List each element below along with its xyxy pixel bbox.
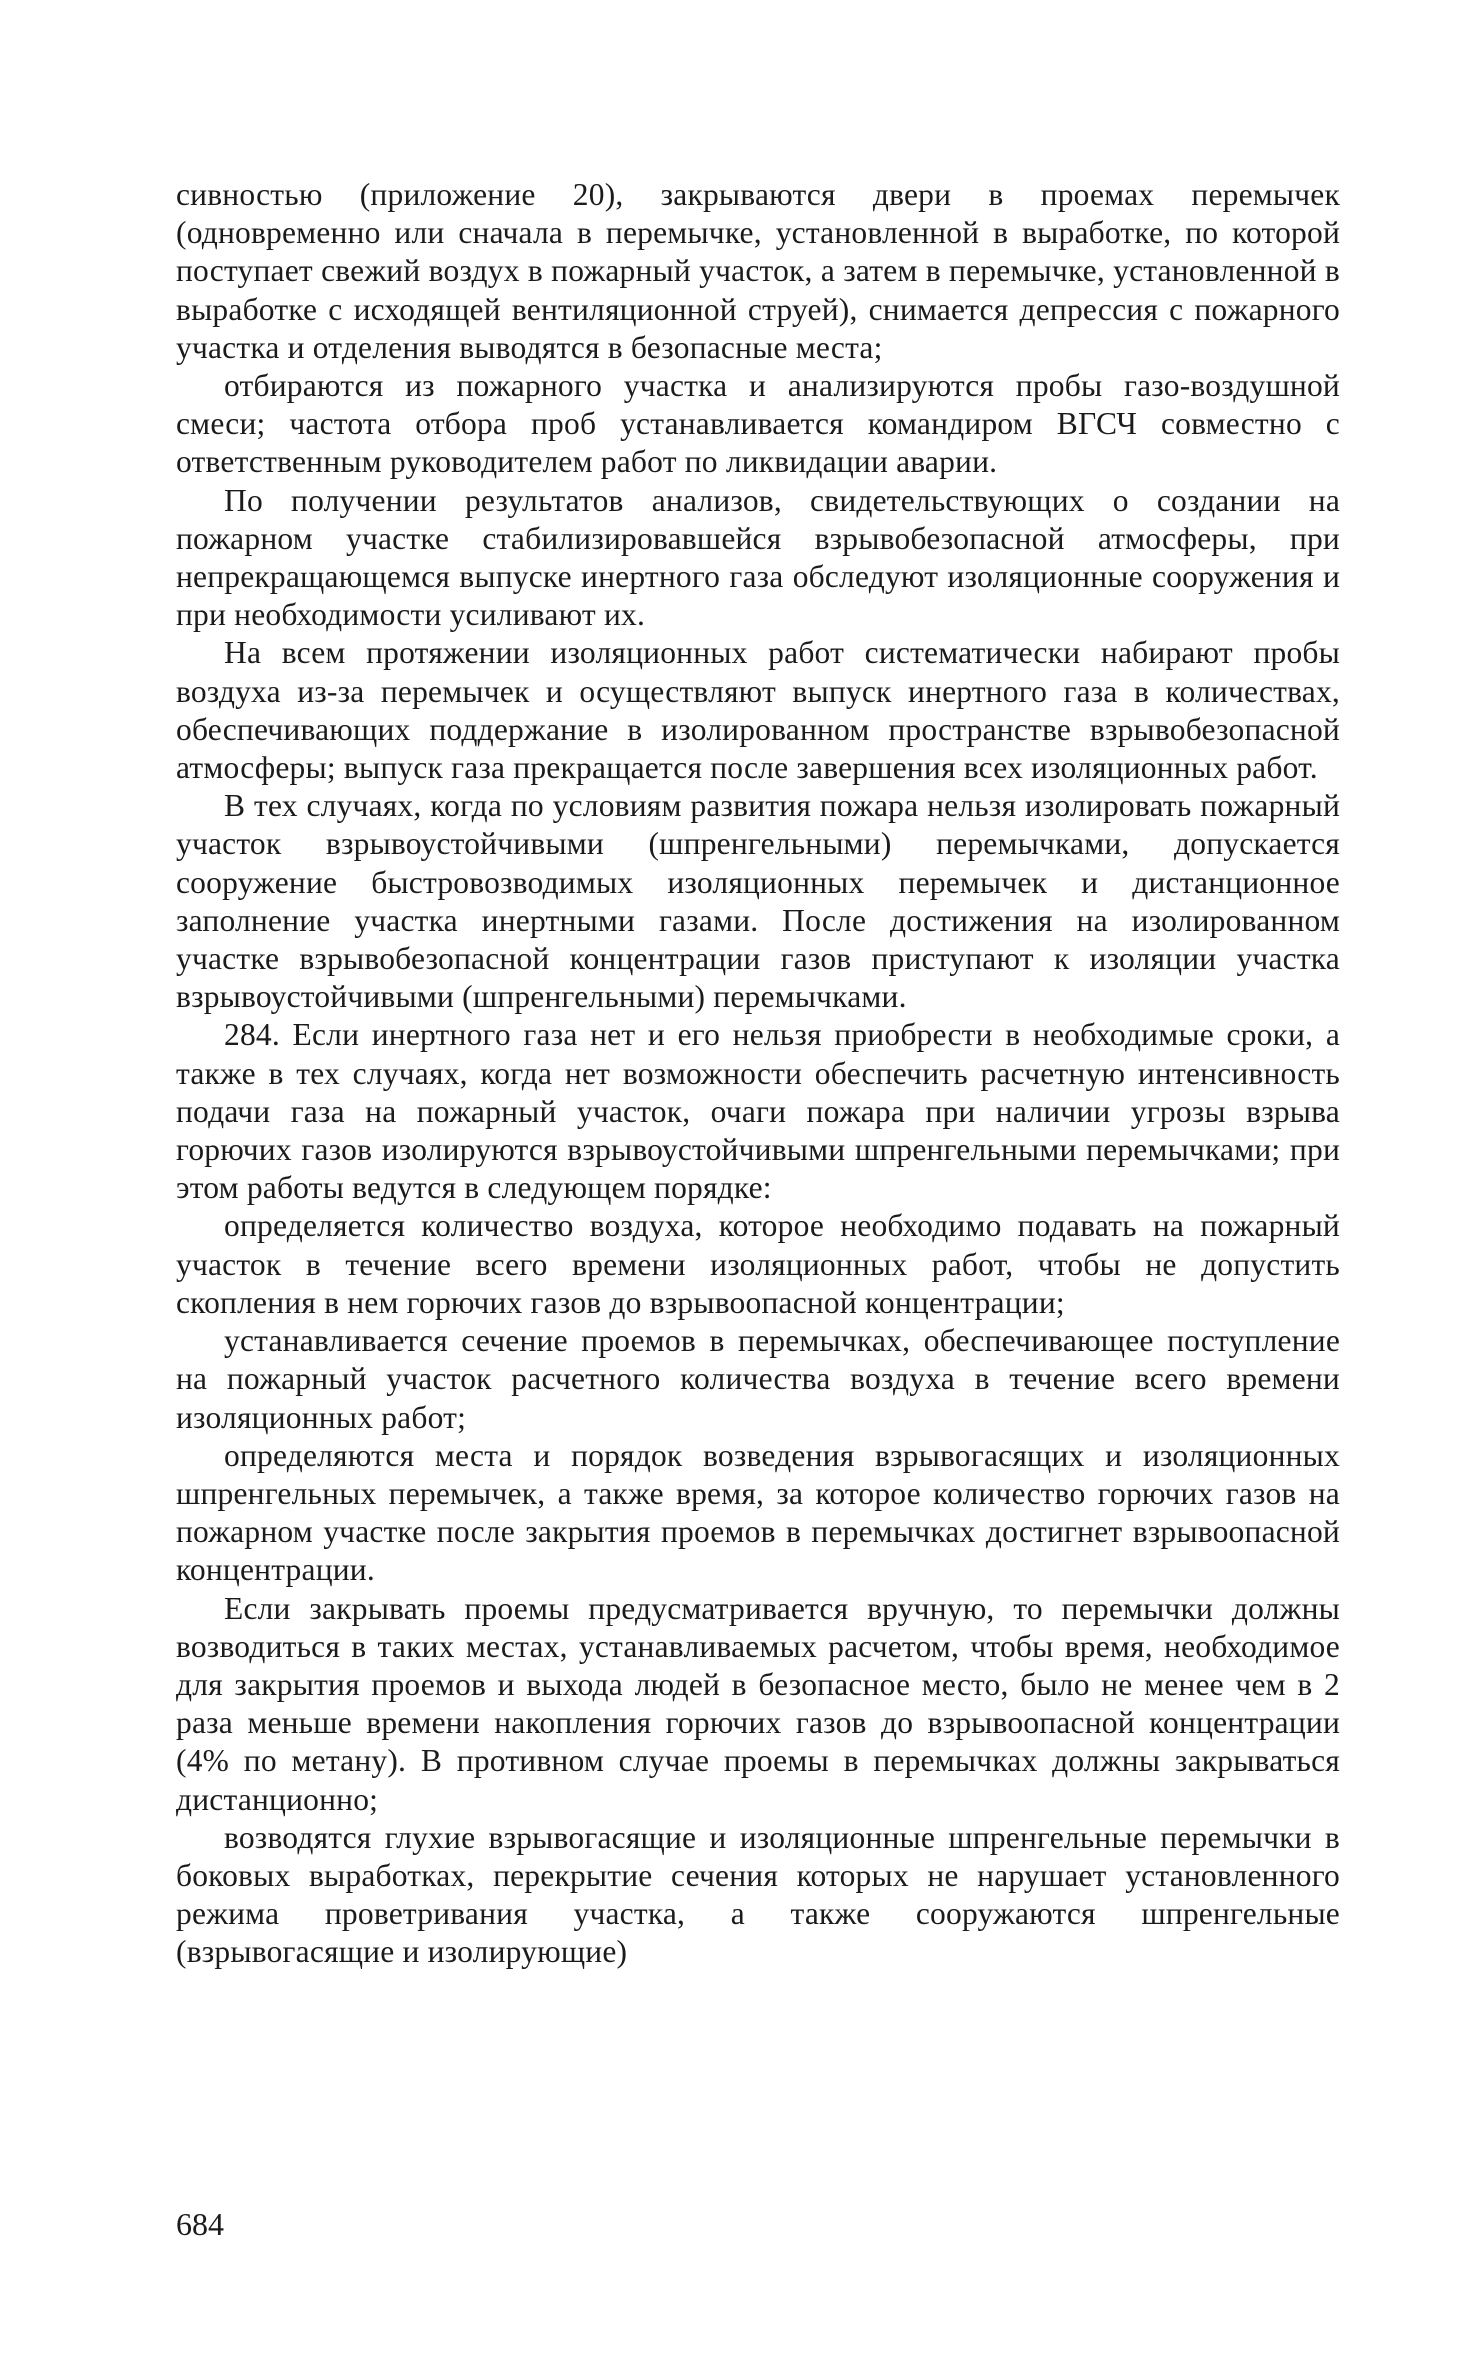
page-number: 684 xyxy=(176,2206,224,2242)
paragraph-4: На всем протяжении изоляционных работ систематически набирают пробы воздуха из-за перемычек и осуществляют выпуск инертного газа в количествах, обеспечивающих поддержание в изолированном пространстве взрывобезопасной атмосферы; выпуск газа прекращается после завершения всех изоляционных работ. xyxy=(176,635,1340,786)
paragraph-5: В тех случаях, когда по условиям развития пожара нельзя изолировать пожарный участок взрывоустойчивыми (шпренгельными) перемычками, допускается сооружение быстровозводимых изоляционных перемычек и дистанционное заполнение участка инертными газами. После достижения на изолированном участке взрывобезопасной концентрации газов приступают к изоляции участка взрывоустойчивыми (шпренгельными) перемычками. xyxy=(176,788,1340,1015)
paragraph-1: сивностью (приложение 20), закрываются двери в проемах перемычек (одновременно или сначала в перемычке, установленной в выработке, по которой поступает свежий воздух в пожарный участок, а затем в перемычке, установленной в выработке с исходящей вентиляционной струей), снимается депрессия с пожарного участка и отделения выводятся в безопасные места; xyxy=(176,177,1340,365)
body-text xyxy=(176,176,1340,1972)
paragraph-9: определяются места и порядок возведения взрывогасящих и изоляционных шпренгельных перемычек, а также время, за которое количество горючих газов на пожарном участке после закрытия проемов в перемычках достигнет взрывоопасной концентрации. xyxy=(176,1437,1340,1588)
paragraph-10: Если закрывать проемы предусматривается вручную, то перемычки должны возводиться в таких местах, устанавливаемых расчетом, чтобы время, необходимое для закрытия проемов и выхода людей в безопасное место, было не менее чем в 2 раза меньше времени накопления горючих газов до взрывоопасной концентрации (4% по метану). В противном случае проемы в перемычках должны закрываться дистанционно; xyxy=(176,1590,1340,1817)
paragraph-8: устанавливается сечение проемов в перемычках, обеспечивающее поступление на пожарный участок расчетного количества воздуха в течение всего времени изоляционных работ; xyxy=(176,1323,1340,1435)
paragraph-2: отбираются из пожарного участка и анализируются пробы газо-воздушной смеси; частота отбора проб устанавливается командиром ВГСЧ совместно с ответственным руководителем работ по ликвидации аварии. xyxy=(176,368,1340,480)
paragraph-7: определяется количество воздуха, которое необходимо подавать на пожарный участок в течение всего времени изоляционных работ, чтобы не допустить скопления в нем горючих газов до взрывоопасной концентрации; xyxy=(176,1208,1340,1320)
paragraph-11: возводятся глухие взрывогасящие и изоляционные шпренгельные перемычки в боковых выработках, перекрытие сечения которых не нарушает установленного режима проветривания участка, а также сооружаются шпренгельные (взрывогасящие и изолирующие) xyxy=(176,1819,1340,1970)
paragraph-6: 284. Если инертного газа нет и его нельзя приобрести в необходимые сроки, а также в тех случаях, когда нет возможности обеспечить расчетную интенсивность подачи газа на пожарный участок, очаги пожара при наличии угрозы взрыва горючих газов изолируются взрывоустойчивыми шпренгельными перемычками; при этом работы ведутся в следующем порядке: xyxy=(176,1017,1340,1206)
paragraph-3: По получении результатов анализов, свидетельствующих о создании на пожарном участке стабилизировавшейся взрывобезопасной атмосферы, при непрекращающемся выпуске инертного газа обследуют изоляционные сооружения и при необходимости усиливают их. xyxy=(176,482,1340,633)
